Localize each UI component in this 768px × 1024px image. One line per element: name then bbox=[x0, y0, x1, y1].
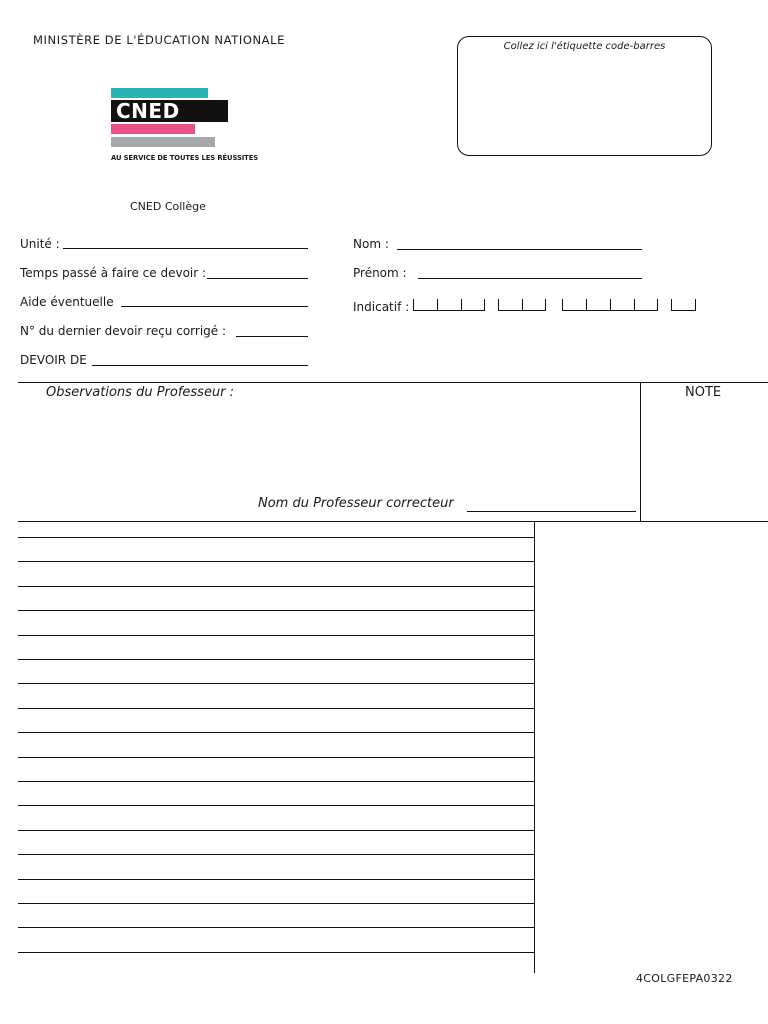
professor-name-line[interactable] bbox=[467, 511, 636, 512]
writing-line[interactable] bbox=[18, 635, 534, 636]
field-unite-label: Unité : bbox=[20, 237, 60, 251]
field-nom-line[interactable] bbox=[397, 249, 642, 250]
indicatif-box[interactable] bbox=[461, 299, 485, 311]
writing-line[interactable] bbox=[18, 757, 534, 758]
writing-line[interactable] bbox=[18, 854, 534, 855]
indicatif-box[interactable] bbox=[671, 299, 696, 311]
logo-word: CNED bbox=[116, 99, 180, 123]
subtitle: CNED Collège bbox=[130, 200, 206, 213]
writing-line[interactable] bbox=[18, 537, 534, 538]
writing-line[interactable] bbox=[18, 708, 534, 709]
indicatif-box[interactable] bbox=[562, 299, 586, 311]
logo-pink-bar bbox=[111, 124, 195, 134]
writing-line[interactable] bbox=[18, 879, 534, 880]
writing-line[interactable] bbox=[18, 805, 534, 806]
writing-line[interactable] bbox=[18, 927, 534, 928]
writing-line[interactable] bbox=[18, 586, 534, 587]
field-unite-line[interactable] bbox=[63, 248, 308, 249]
indicatif-box[interactable] bbox=[610, 299, 634, 311]
indicatif-box[interactable] bbox=[437, 299, 461, 311]
barcode-label: Collez ici l'étiquette code-barres bbox=[503, 41, 666, 52]
writing-line[interactable] bbox=[18, 561, 534, 562]
indicatif-box[interactable] bbox=[634, 299, 658, 311]
writing-line[interactable] bbox=[18, 683, 534, 684]
document-code: 4COLGFEPA0322 bbox=[636, 972, 733, 985]
writing-line[interactable] bbox=[18, 659, 534, 660]
writing-line[interactable] bbox=[18, 732, 534, 733]
field-aide-label: Aide éventuelle bbox=[20, 295, 114, 309]
logo-tagline: AU SERVICE DE TOUTES LES RÉUSSITES bbox=[111, 154, 259, 162]
field-dernier-devoir-line[interactable] bbox=[236, 336, 308, 337]
professor-label: Nom du Professeur correcteur bbox=[258, 496, 454, 511]
writing-line[interactable] bbox=[18, 952, 534, 953]
field-devoir-de-label: DEVOIR DE bbox=[20, 353, 87, 367]
field-temps-label: Temps passé à faire ce devoir : bbox=[20, 266, 207, 280]
barcode-box bbox=[457, 36, 712, 156]
ministry-title: MINISTÈRE DE L'ÉDUCATION NATIONALE bbox=[33, 33, 286, 47]
note-divider bbox=[640, 382, 641, 521]
note-label: NOTE bbox=[685, 385, 722, 400]
field-aide-line[interactable] bbox=[121, 306, 308, 307]
field-indicatif-label: Indicatif : bbox=[353, 300, 410, 314]
indicatif-box[interactable] bbox=[413, 299, 437, 311]
logo-grey-bar bbox=[111, 137, 215, 147]
observations-top-rule bbox=[18, 382, 768, 383]
field-nom-label: Nom : bbox=[353, 237, 389, 251]
indicatif-box[interactable] bbox=[586, 299, 610, 311]
writing-line[interactable] bbox=[18, 830, 534, 831]
field-devoir-de-line[interactable] bbox=[92, 365, 308, 366]
field-prenom-line[interactable] bbox=[418, 278, 642, 279]
logo-teal-bar bbox=[111, 88, 208, 98]
observations-bottom-rule bbox=[18, 521, 768, 522]
field-prenom-label: Prénom : bbox=[353, 266, 407, 280]
indicatif-box[interactable] bbox=[522, 299, 546, 311]
field-dernier-devoir-label: N° du dernier devoir reçu corrigé : bbox=[20, 324, 227, 338]
field-temps-line[interactable] bbox=[207, 278, 308, 279]
writing-line[interactable] bbox=[18, 903, 534, 904]
observations-label: Observations du Professeur : bbox=[46, 385, 235, 400]
writing-line[interactable] bbox=[18, 610, 534, 611]
margin-divider bbox=[534, 521, 535, 973]
writing-line[interactable] bbox=[18, 781, 534, 782]
indicatif-box[interactable] bbox=[498, 299, 522, 311]
cned-logo bbox=[111, 88, 259, 168]
